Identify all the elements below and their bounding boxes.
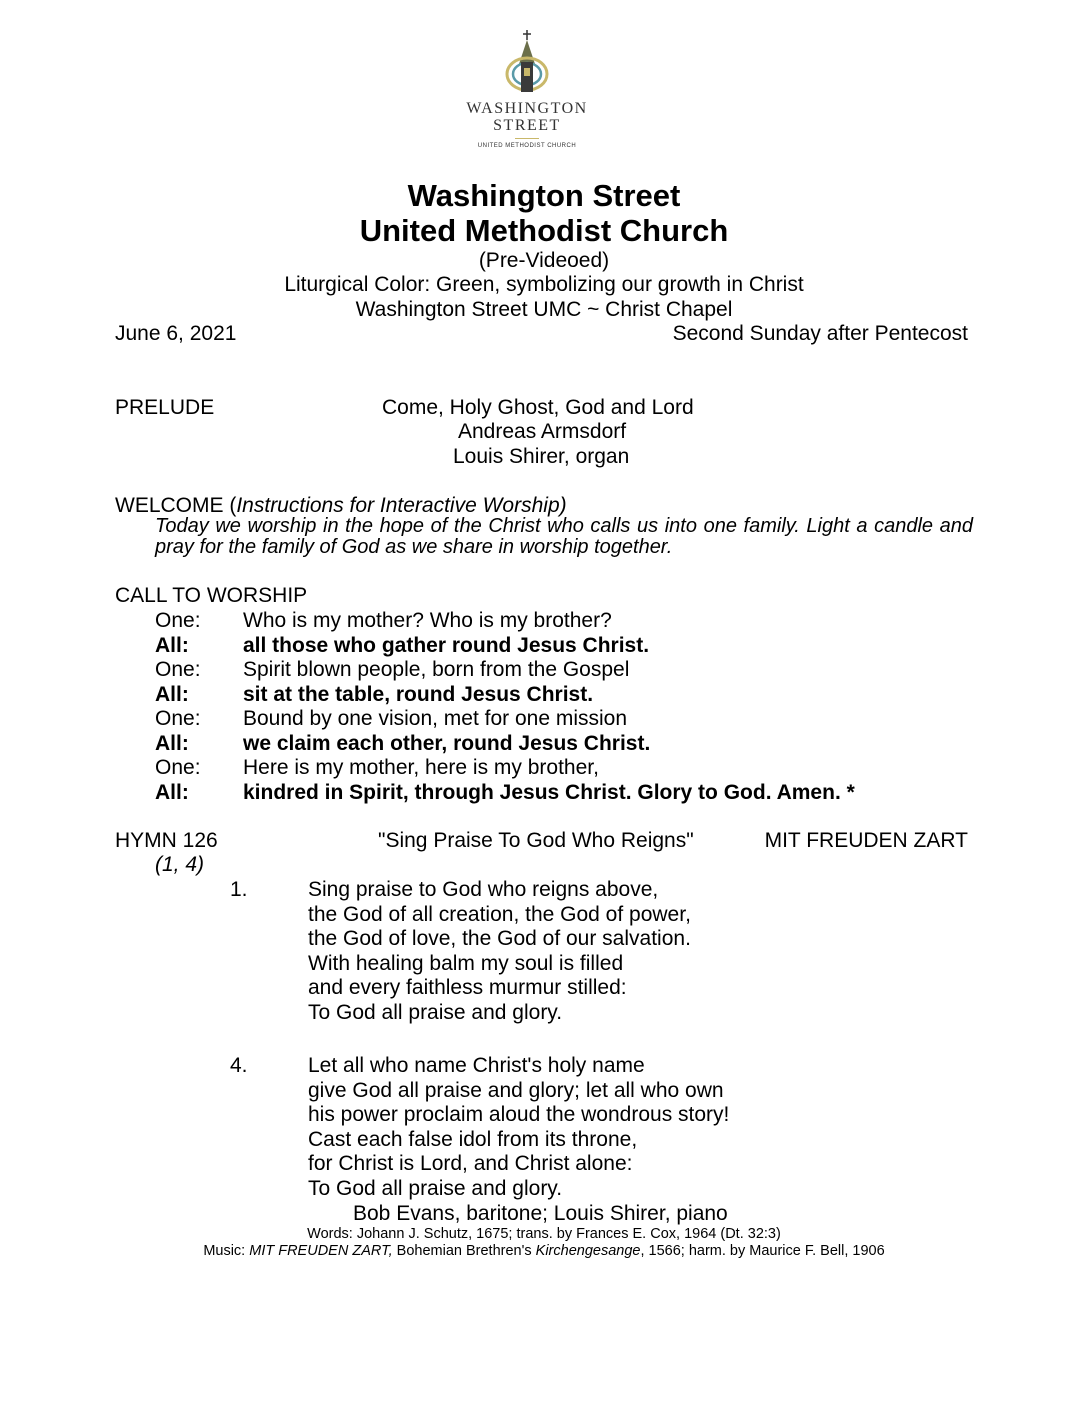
- hymn-title: "Sing Praise To God Who Reigns": [378, 829, 694, 852]
- logo-divider: [515, 138, 539, 139]
- steeple-icon: [507, 30, 547, 92]
- music-credit-book: Kirchengesange: [535, 1243, 641, 1259]
- cw-line-text: we claim each other, round Jesus Christ.: [243, 731, 651, 755]
- verse-line: give God all praise and glory; let all who own: [308, 1078, 724, 1102]
- church-title-line2: United Methodist Church: [359, 213, 729, 248]
- cw-speaker: All:: [155, 780, 189, 804]
- cw-speaker: One:: [155, 609, 201, 632]
- cw-speaker: All:: [155, 633, 189, 657]
- cw-line-text: sit at the table, round Jesus Christ.: [243, 682, 594, 706]
- words-credit: Words: Johann J. Schutz, 1675; trans. by Frances E. Cox, 1964 (Dt. 32:3): [307, 1226, 781, 1242]
- welcome-label: WELCOME (: [115, 494, 237, 517]
- music-credit-mid: Bohemian Brethren's: [392, 1243, 536, 1259]
- liturgical-sunday: Second Sunday after Pentecost: [672, 322, 968, 345]
- verse-line: To God all praise and glory.: [308, 1000, 563, 1024]
- prelude-performer: Louis Shirer, organ: [453, 445, 630, 468]
- verse-line: Let all who name Christ's holy name: [308, 1054, 645, 1077]
- verse-line: To God all praise and glory.: [308, 1176, 563, 1200]
- welcome-text: Today we worship in the hope of the Christ who calls us into one family. Light a candle and pray for the family of God as we share in worship together.: [155, 515, 973, 558]
- verse-1-number: 1.: [230, 878, 248, 901]
- verse-line: the God of love, the God of our salvation.: [308, 927, 691, 950]
- cw-speaker: One:: [155, 658, 201, 681]
- cw-line-text: all those who gather round Jesus Christ.: [243, 633, 650, 657]
- church-logo: [452, 28, 602, 154]
- cw-line-text: Here is my mother, here is my brother,: [243, 756, 599, 779]
- music-credit: [0, 1243, 1088, 1259]
- prelude-composer: Andreas Armsdorf: [458, 420, 627, 443]
- service-date: June 6, 2021: [115, 322, 237, 345]
- verse-line: for Christ is Lord, and Christ alone:: [308, 1152, 633, 1175]
- service-location: Washington Street UMC ~ Christ Chapel: [355, 298, 733, 321]
- verse-line: Sing praise to God who reigns above,: [308, 878, 659, 901]
- welcome-note: Instructions for Interactive Worship): [236, 494, 567, 517]
- music-credit-tune: MIT FREUDEN ZART,: [249, 1243, 393, 1259]
- cw-line-text: Bound by one vision, met for one mission: [243, 707, 628, 730]
- hymn-tune: MIT FREUDEN ZART: [764, 829, 968, 852]
- verse-line: With healing balm my soul is filled: [308, 951, 624, 975]
- pre-videoed-note: (Pre-Videoed): [478, 249, 610, 272]
- music-credit-end: , 1566; harm. by Maurice F. Bell, 1906: [640, 1243, 885, 1259]
- cw-speaker: One:: [155, 756, 201, 779]
- church-title-line1: Washington Street: [407, 178, 681, 213]
- prelude-title: Come, Holy Ghost, God and Lord: [382, 396, 694, 419]
- verse-4-number: 4.: [230, 1054, 248, 1077]
- logo-subtitle: UNITED METHODIST CHURCH: [477, 143, 577, 149]
- verse-line: the God of all creation, the God of power,: [308, 902, 691, 926]
- hymn-verses-note: (1, 4): [155, 853, 205, 876]
- call-to-worship-label: CALL TO WORSHIP: [115, 584, 308, 607]
- hymn-label: HYMN 126: [115, 829, 218, 852]
- prelude-label: PRELUDE: [115, 396, 215, 419]
- verse-line: and every faithless murmur stilled:: [308, 976, 627, 999]
- cw-line-text: Who is my mother? Who is my brother?: [243, 609, 612, 632]
- verse-line: his power proclaim aloud the wondrous story!: [308, 1103, 730, 1126]
- liturgical-color: Liturgical Color: Green, symbolizing our growth in Christ: [284, 273, 804, 296]
- hymn-performers: Bob Evans, baritone; Louis Shirer, piano: [353, 1202, 728, 1225]
- music-credit-label: Music:: [203, 1243, 250, 1259]
- cw-line-text: Spirit blown people, born from the Gospel: [243, 658, 630, 681]
- logo-wordmark-line2: STREET: [493, 117, 561, 134]
- cw-speaker: All:: [155, 731, 189, 755]
- verse-line: Cast each false idol from its throne,: [308, 1127, 638, 1151]
- cw-speaker: One:: [155, 707, 201, 730]
- cw-line-text: kindred in Spirit, through Jesus Christ. Glory to God. Amen. *: [243, 780, 855, 804]
- logo-wordmark-line1: WASHINGTON: [466, 100, 588, 117]
- cw-speaker: All:: [155, 682, 189, 706]
